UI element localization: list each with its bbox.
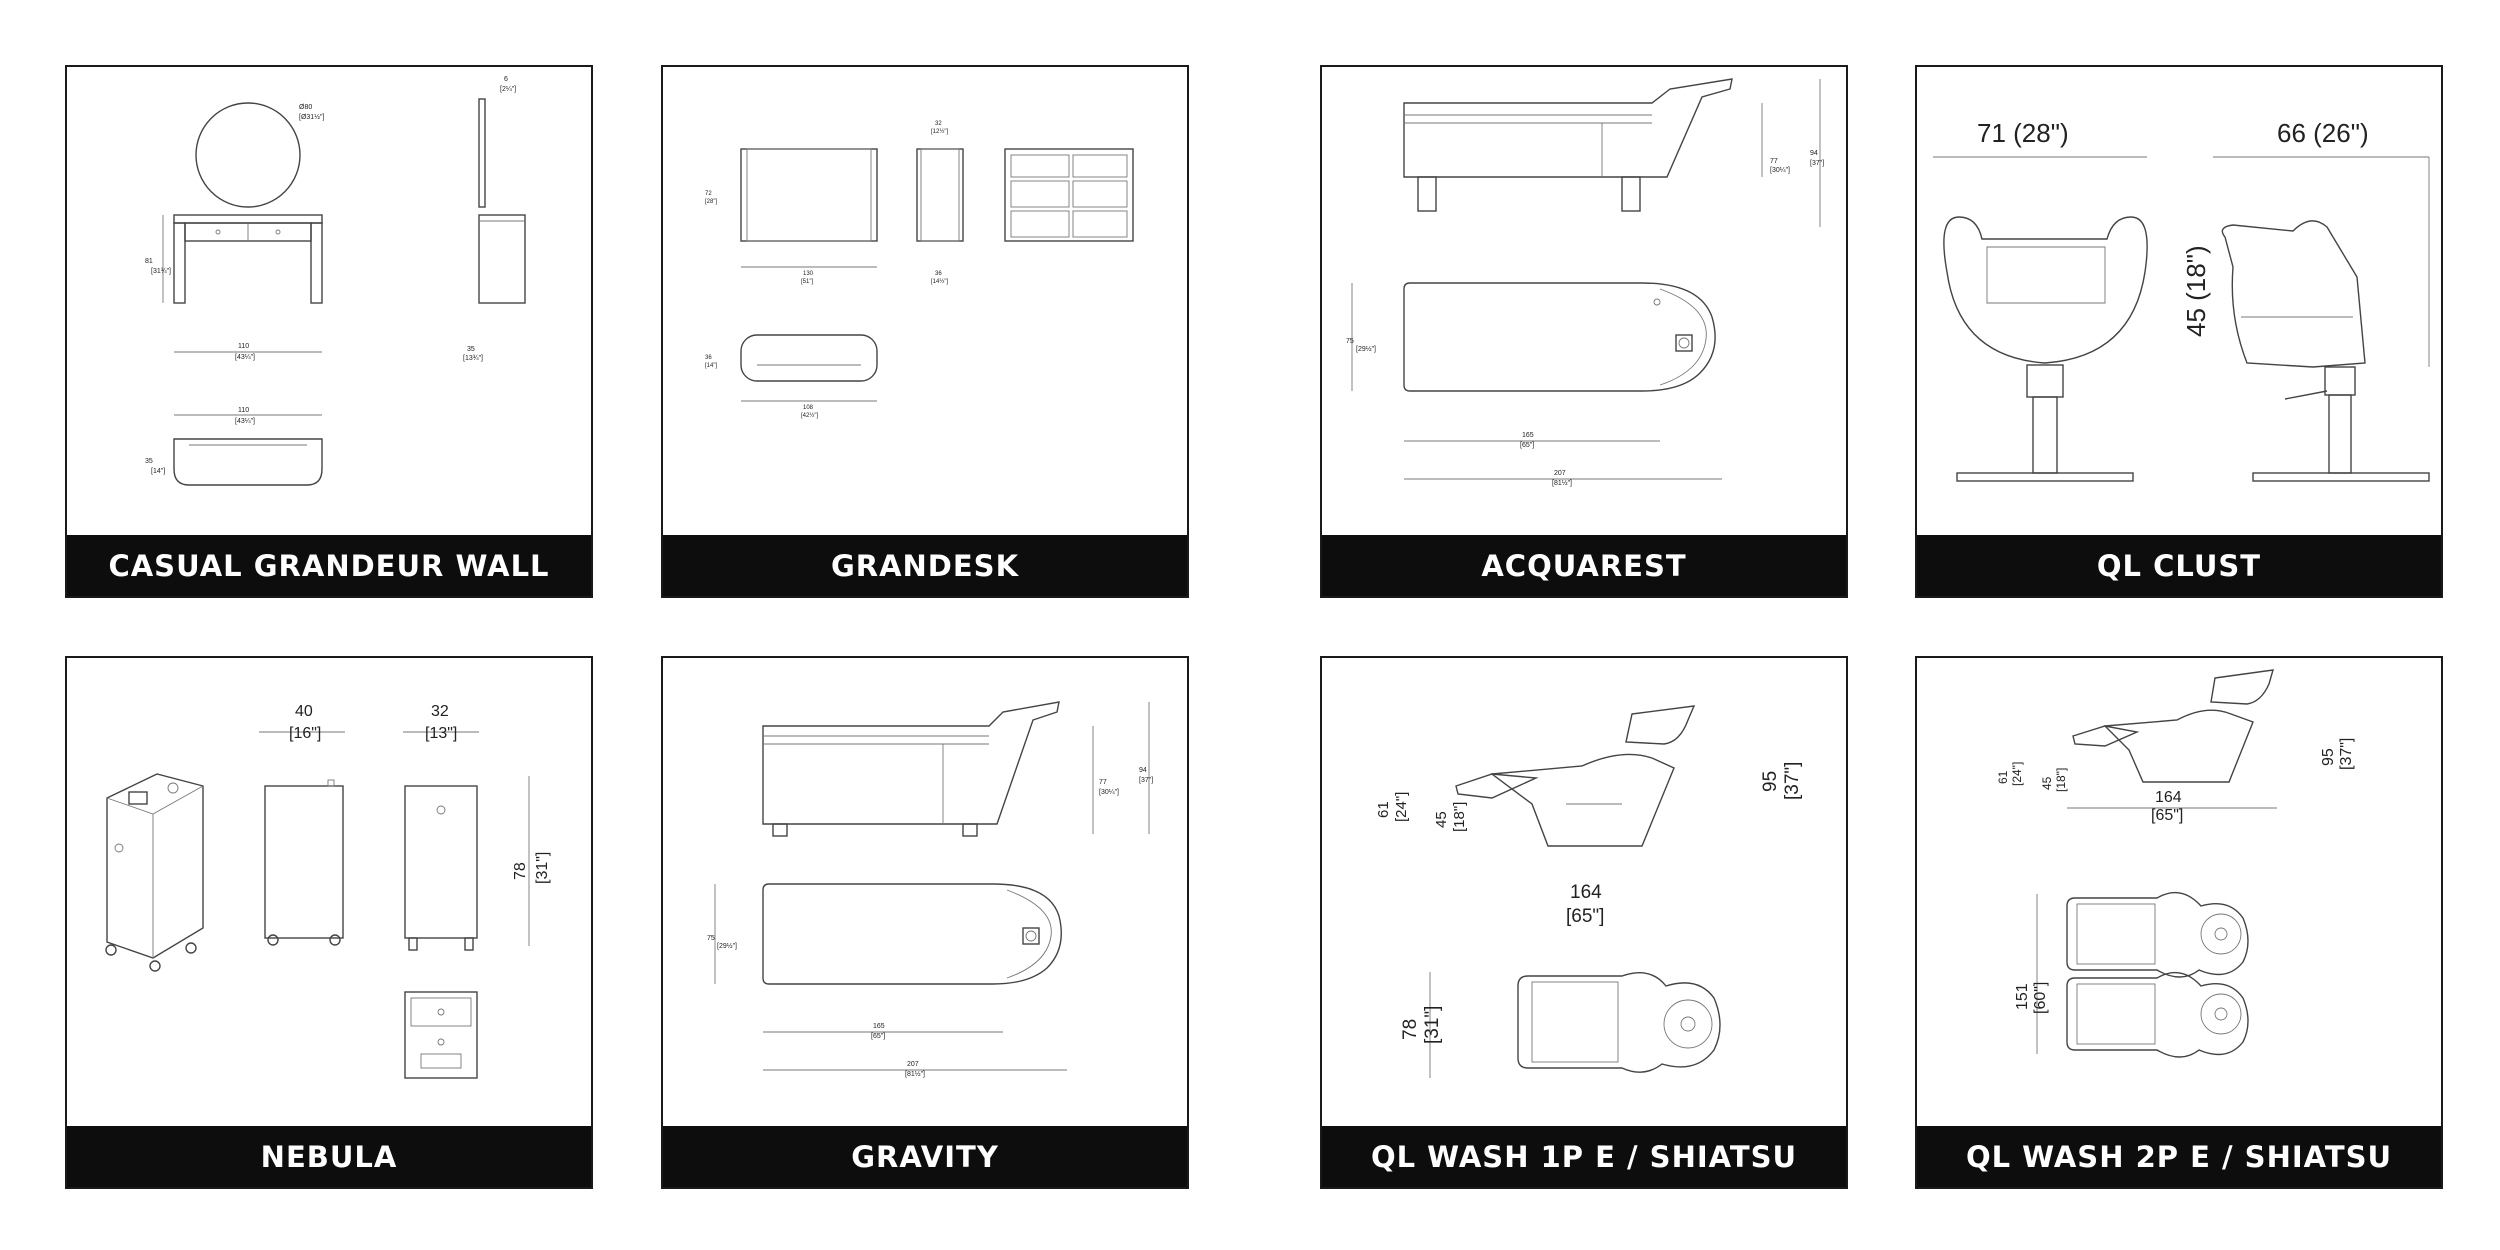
casual-grandeur-wall-drawing [67, 67, 591, 537]
product-name: ACQUAREST [1322, 535, 1846, 596]
acquarest-plan [1404, 283, 1715, 391]
dim-l-in: [65"] [1566, 906, 1605, 927]
dim-h1: 77 [1099, 779, 1107, 786]
dim-l1-in: [65"] [871, 1033, 886, 1040]
product-card-gravity[interactable] [661, 656, 1189, 1189]
product-name: QL WASH 2P E / SHIATSU [1917, 1126, 2441, 1187]
dim-depth: 35 [467, 346, 475, 353]
dim-plan-d-in: [14"] [705, 363, 718, 369]
dim-h2: 94 [1139, 767, 1147, 774]
dim-width2: 110 [238, 407, 250, 414]
dim-h3-in: [37"] [2338, 737, 2355, 770]
dim-w: 40 [295, 703, 313, 720]
product-name: GRAVITY [663, 1126, 1187, 1187]
dim-h1-in: [30¼"] [1770, 167, 1790, 174]
dim-h1-in: [24"] [2010, 761, 2024, 786]
console-side [479, 215, 525, 303]
wash-side [1492, 754, 1674, 846]
dim-h1-in: [30¼"] [1099, 789, 1119, 796]
wash-plan [1518, 973, 1720, 1073]
product-card-ql-wash-2p[interactable] [1915, 656, 2443, 1189]
dim-w: 75 [707, 935, 715, 942]
chair-side [2222, 221, 2365, 367]
dim-l1: 165 [1522, 432, 1534, 439]
console-top [174, 215, 322, 223]
dim-w-in: [16"] [289, 725, 322, 742]
nebula-side [405, 786, 477, 938]
dim-h2-in: [37"] [1139, 777, 1154, 784]
dim-height: 81 [145, 258, 153, 265]
dim-w-in: [60"] [2032, 981, 2049, 1014]
product-card-ql-wash-1p[interactable] [1320, 656, 1848, 1189]
dim-d: 66 (26") [2277, 118, 2369, 148]
dim-width-in: [43¼"] [235, 354, 255, 361]
dim-depth-top-in: [2¼"] [500, 86, 517, 93]
dim-plan-w-in: [42½"] [801, 413, 819, 419]
product-card-acquarest[interactable] [1320, 65, 1848, 598]
product-card-casual-grandeur-wall[interactable] [65, 65, 593, 598]
dim-side-w: 36 [935, 271, 942, 277]
chair-front [1944, 217, 2147, 363]
dim-d: 32 [431, 703, 449, 720]
dim-h2-in: [18"] [1451, 801, 1468, 832]
dim-h: 78 [512, 862, 529, 880]
dim-w: 75 [1346, 338, 1354, 345]
dim-side-w-in: [14½"] [931, 279, 949, 285]
dim-w: 130 [803, 271, 814, 277]
dim-side-top-in: [12½"] [931, 129, 949, 135]
product-name: GRANDESK [663, 535, 1187, 596]
desk-plan [741, 335, 877, 381]
acquarest-drawing [1322, 67, 1846, 537]
dim-l2: 207 [1554, 470, 1566, 477]
dim-l: 164 [1570, 882, 1602, 903]
dim-width: 110 [238, 343, 250, 350]
wash2-bowl [2211, 670, 2273, 704]
nebula-top [405, 992, 477, 1078]
ql-clust-drawing [1917, 67, 2441, 537]
desk-side [917, 149, 963, 241]
dim-w-in: [29½"] [717, 943, 737, 950]
dim-h3: 95 [2320, 748, 2337, 766]
nebula-drawing [67, 658, 591, 1128]
dim-w-in: [51"] [801, 279, 814, 285]
dim-l2: 207 [907, 1061, 919, 1068]
dim-w-in: [29½"] [1356, 346, 1376, 353]
product-name: CASUAL GRANDEUR WALL [67, 535, 591, 596]
gravity-drawing [663, 658, 1187, 1128]
dim-mirror-in: [Ø31½"] [299, 114, 325, 121]
dim-h1-in: [24"] [1393, 791, 1410, 822]
gravity-side [763, 702, 1059, 824]
product-name: QL WASH 1P E / SHIATSU [1322, 1126, 1846, 1187]
dim-h1: 77 [1770, 158, 1778, 165]
dim-side-top: 32 [935, 121, 942, 127]
round-mirror [196, 103, 300, 207]
nebula-iso [107, 774, 203, 958]
product-card-nebula[interactable] [65, 656, 593, 1189]
dim-h2: 45 [2040, 776, 2054, 790]
dim-h-in: [31"] [534, 851, 551, 884]
ql-wash-1p-drawing [1322, 658, 1846, 1128]
nebula-front [265, 786, 343, 938]
dim-d-in: [13"] [425, 725, 458, 742]
dim-height-in: [31¾"] [151, 268, 171, 275]
dim-l-in: [65"] [2151, 807, 2184, 824]
dim-depth-in: [13¾"] [463, 355, 483, 362]
dim-plan-w: 108 [803, 405, 814, 411]
product-name: QL CLUST [1917, 535, 2441, 596]
gravity-plan [763, 884, 1061, 984]
dim-l: 164 [2155, 789, 2182, 806]
dim-w: 71 (28") [1977, 118, 2069, 148]
product-card-ql-clust[interactable] [1915, 65, 2443, 598]
dim-plan-d: 36 [705, 355, 712, 361]
product-name: NEBULA [67, 1126, 591, 1187]
console-plan [174, 439, 322, 485]
dim-h2: 94 [1810, 150, 1818, 157]
dim-w: 151 [2014, 983, 2031, 1010]
ql-wash-2p-drawing [1917, 658, 2441, 1128]
wash-bowl [1626, 706, 1694, 744]
dim-l2-in: [81½"] [905, 1071, 925, 1078]
dim-depth-top: 6 [504, 76, 508, 83]
dim-h1: 61 [1375, 801, 1392, 818]
dim-l1-in: [65"] [1520, 442, 1535, 449]
dim-w: 78 [1400, 1018, 1421, 1040]
dim-l1: 165 [873, 1023, 885, 1030]
dim-h1: 61 [1996, 770, 2010, 784]
dim-h2-in: [18"] [2054, 767, 2068, 792]
wash2-plan [2067, 893, 2248, 1057]
dim-mirror: Ø80 [299, 104, 313, 111]
dim-top-depth: 35 [145, 458, 153, 465]
dim-width2-in: [43¼"] [235, 418, 255, 425]
dim-h2-in: [37"] [1810, 160, 1825, 167]
desk-front [741, 149, 877, 241]
dim-h2: 45 [1433, 811, 1450, 828]
dim-h3-in: [37"] [1782, 761, 1803, 800]
acquarest-side [1404, 79, 1732, 177]
dim-h: 72 [705, 191, 712, 197]
dim-w-in: [31"] [1422, 1005, 1443, 1044]
mirror-side [479, 99, 485, 207]
wash2-side [2105, 710, 2253, 782]
dim-h3: 95 [1760, 770, 1781, 792]
dim-h-in: [28"] [705, 199, 718, 205]
dim-l2-in: [81½"] [1552, 480, 1572, 487]
product-card-grandesk[interactable] [661, 65, 1189, 598]
dim-top-depth-in: [14"] [151, 468, 166, 475]
dim-h: 45 (18") [2181, 245, 2211, 337]
grandesk-drawing [663, 67, 1187, 537]
